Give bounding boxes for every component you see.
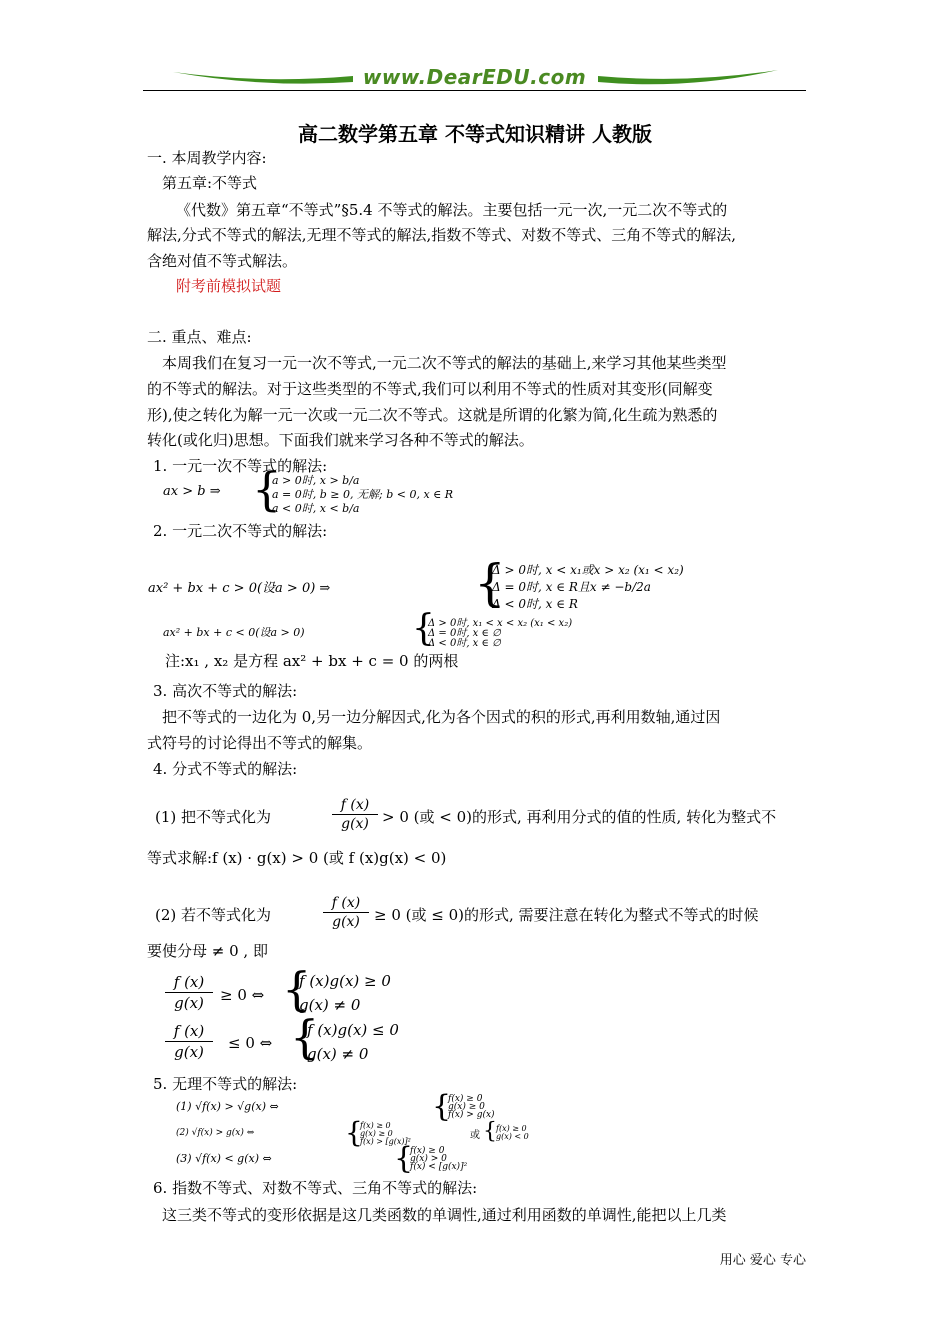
- section2-para-line-3: 形),使之转化为解一元一次或一元二次不等式。这就是所谓的化繁为简,化生疏为熟悉的: [147, 406, 718, 424]
- item5-r1-lhs: (1) √f(x) > √g(x) ⇔: [176, 1100, 279, 1113]
- item5-r1-case-2: g(x) ≥ 0: [448, 1102, 485, 1112]
- item3-line-1: 把不等式的一边化为 0,另一边分解因式,化为各个因式的积的形式,再利用数轴,通过因: [162, 708, 721, 726]
- section2-para-line-2: 的不等式的解法。对于这些类型的不等式,我们可以利用不等式的性质对其变形(同解变: [147, 380, 713, 398]
- section2-para-line-1: 本周我们在复习一元一次不等式,一元二次不等式的解法的基础上,来学习其他某些类型: [162, 354, 727, 372]
- item2-case1-2: Δ = 0时, x ∈ R且x ≠ −b/2a: [492, 580, 651, 594]
- item5-r3-case-3: f(x) < [g(x)]²: [410, 1162, 468, 1172]
- mock-exam-link[interactable]: 附考前模拟试题: [176, 277, 282, 295]
- item4-eq1-relation: ≥ 0 ⇔: [220, 986, 265, 1004]
- section2-para-line-4: 转化(或化归)思想。下面我们就来学习各种不等式的解法。: [147, 431, 534, 449]
- item2-case2-2: Δ = 0时, x ∈ ∅: [428, 628, 501, 639]
- fraction-numerator: f (x): [332, 797, 378, 815]
- item5-r2a-case-2: g(x) ≥ 0: [360, 1129, 393, 1138]
- item3-heading: 3. 高次不等式的解法:: [153, 682, 298, 700]
- item5-r2a-case-1: f(x) ≥ 0: [360, 1121, 391, 1130]
- item5-r2-brace-b: {: [483, 1119, 497, 1144]
- item5-r3-case-1: f(x) ≥ 0: [410, 1146, 445, 1156]
- item4-eq1-fraction: [165, 973, 213, 1012]
- item5-r1-case-1: f(x) ≥ 0: [448, 1094, 483, 1104]
- item5-heading: 5. 无理不等式的解法:: [153, 1075, 298, 1093]
- item4-p1-pre: (1) 把不等式化为: [155, 808, 272, 826]
- section1-intro-line-3: 含绝对值不等式解法。: [147, 252, 298, 270]
- item5-r2-or: 或: [470, 1130, 480, 1141]
- item4-eq1-case-2: g(x) ≠ 0: [299, 996, 361, 1014]
- item4-eq2-relation: ≤ 0 ⇔: [228, 1034, 273, 1052]
- item4-p2-line2: 要使分母 ≠ 0 , 即: [147, 942, 268, 960]
- site-logo-text: www.DearEDU.com: [362, 65, 587, 89]
- fraction-denominator: g(x): [174, 994, 204, 1012]
- section1-intro-line-1: 《代数》第五章“不等式”§5.4 不等式的解法。主要包括一元一次,一元二次不等式的: [176, 201, 728, 219]
- item1-brace: {: [252, 462, 282, 516]
- item5-r3-brace: {: [394, 1141, 414, 1176]
- item4-eq1-case-1: f (x)g(x) ≥ 0: [299, 972, 391, 990]
- fraction-denominator: g(x): [332, 914, 360, 930]
- item6-line: 这三类不等式的变形依据是这几类函数的单调性,通过利用函数的单调性,能把以上几类: [162, 1206, 727, 1224]
- item1-case-3: a < 0时, x < b/a: [272, 502, 360, 515]
- item2-brace-2: {: [412, 608, 435, 649]
- item2-note: 注:x₁ , x₂ 是方程 ax² + bx + c = 0 的两根: [165, 652, 459, 670]
- page-title: 高二数学第五章 不等式知识精讲 人教版: [298, 122, 652, 146]
- item5-r2b-case-1: f(x) ≥ 0: [496, 1124, 527, 1133]
- header-rule: [143, 90, 806, 91]
- item4-p2-pre: (2) 若不等式化为: [155, 906, 272, 924]
- item1-case-2: a = 0时, b ≥ 0, 无解; b < 0, x ∈ R: [272, 488, 454, 501]
- item2-case1-1: Δ > 0时, x < x₁或x > x₂ (x₁ < x₂): [492, 563, 684, 577]
- fraction-denominator: g(x): [174, 1043, 204, 1061]
- item4-p1-line2: 等式求解:f (x) · g(x) > 0 (或 f (x)g(x) < 0): [147, 849, 447, 867]
- item2-brace-1: {: [474, 554, 506, 612]
- fraction-numerator: f (x): [165, 973, 213, 993]
- item2-case1-3: Δ < 0时, x ∈ R: [492, 597, 578, 611]
- item2-lhs-1: ax² + bx + c > 0(设a > 0) ⇒: [148, 581, 331, 596]
- page-footer: 用心 爱心 专心: [719, 1253, 806, 1268]
- item4-eq2-brace: {: [290, 1010, 320, 1064]
- section1-chapter: 第五章:不等式: [162, 174, 258, 192]
- section1-intro-line-2: 解法,分式不等式的解法,无理不等式的解法,指数不等式、对数不等式、三角不等式的解法,: [147, 226, 737, 244]
- item5-r1-brace: {: [432, 1089, 452, 1124]
- item4-p1-post: > 0 (或 < 0)的形式, 再利用分式的值的性质, 转化为整式不: [382, 808, 777, 826]
- fraction-numerator: f (x): [323, 895, 369, 913]
- item4-p2-post: ≥ 0 (或 ≤ 0)的形式, 需要注意在转化为整式不等式的时候: [374, 906, 759, 924]
- item4-p2-fraction: [323, 895, 369, 930]
- item1-case-1: a > 0时, x > b/a: [272, 474, 360, 487]
- item4-p1-fraction: [332, 797, 378, 832]
- site-banner: [143, 62, 806, 92]
- item4-eq2-case-2: g(x) ≠ 0: [307, 1045, 369, 1063]
- item1-heading: 1. 一元一次不等式的解法:: [153, 457, 328, 475]
- item6-heading: 6. 指数不等式、对数不等式、三角不等式的解法:: [153, 1179, 478, 1197]
- item1-lhs: ax > b ⇒: [163, 484, 221, 499]
- item2-heading: 2. 一元二次不等式的解法:: [153, 522, 328, 540]
- item5-r2a-case-3: f(x) > [g(x)]²: [360, 1137, 411, 1146]
- item5-r2-lhs: (2) √f(x) > g(x) ⇔: [176, 1128, 255, 1138]
- item4-heading: 4. 分式不等式的解法:: [153, 760, 298, 778]
- item5-r2-brace-a: {: [345, 1116, 363, 1149]
- fraction-denominator: g(x): [341, 816, 369, 832]
- item3-line-2: 式符号的讨论得出不等式的解集。: [147, 734, 373, 752]
- item4-eq2-case-1: f (x)g(x) ≤ 0: [307, 1021, 399, 1039]
- item4-eq2-fraction: [165, 1022, 213, 1061]
- item5-r3-case-2: g(x) > 0: [410, 1154, 447, 1164]
- section2-heading: 二. 重点、难点:: [147, 328, 252, 346]
- item5-r3-lhs: (3) √f(x) < g(x) ⇔: [176, 1152, 272, 1165]
- item2-case2-3: Δ < 0时, x ∈ ∅: [428, 638, 501, 649]
- fraction-numerator: f (x): [165, 1022, 213, 1042]
- section1-heading: 一. 本周教学内容:: [147, 149, 267, 167]
- item4-eq1-brace: {: [282, 962, 312, 1016]
- item2-lhs-2: ax² + bx + c < 0(设a > 0): [163, 626, 305, 639]
- item5-r2b-case-2: g(x) < 0: [496, 1132, 529, 1141]
- item5-r1-case-3: f(x) > g(x): [448, 1110, 495, 1120]
- item2-case2-1: Δ > 0时, x₁ < x < x₂ (x₁ < x₂): [428, 618, 573, 629]
